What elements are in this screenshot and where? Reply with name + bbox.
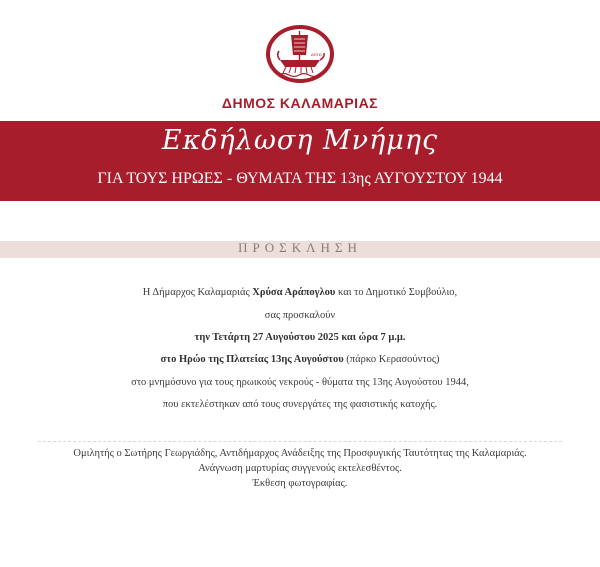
invite-line-1-pre: Η Δήμαρχος Καλαμαριάς (142, 287, 253, 298)
invite-line-1 (0, 287, 600, 298)
invite-line-6: που εκτελέστηκαν από τους συνεργάτες της φασιστικής κατοχής. (162, 399, 438, 410)
org-name: ΔΗΜΟΣ ΚΑΛΑΜΑΡΙΑΣ (221, 95, 379, 111)
invite-line-2: σας προσκαλούν (264, 310, 336, 321)
invite-line-4 (0, 354, 600, 365)
event-subtitle: ΓΙΑ ΤΟΥΣ ΗΡΩΕΣ - ΘΥΜΑΤΑ ΤΗΣ 13ης ΑΥΓΟΥΣΤΟΥ 1944 (97, 170, 503, 187)
event-place: στο Ηρώο της Πλατείας 13ης Αυγούστου (160, 354, 344, 365)
event-date: την Τετάρτη 27 Αυγούστου 2025 και ώρα 7 μ.μ. (194, 332, 406, 343)
invite-line-5: στο μνημόσυνο για τους ηρωικούς νεκρούς - θύματα της 13ης Αυγούστου 1944, (131, 377, 469, 388)
invite-line-3 (0, 332, 600, 343)
program-line-2: Ανάγνωση μαρτυρίας συγγενούς εκτελεσθέντος. (198, 463, 402, 474)
ship-emblem-icon (264, 23, 336, 90)
event-title: Εκδήλωση Μνήμης (161, 125, 439, 156)
divider (38, 441, 562, 442)
program-line-3: Έκθεση φωτογραφίας. (252, 478, 348, 489)
invitation-label: ΠΡΟΣΚΛΗΣΗ (238, 240, 362, 255)
program-line-1: Ομιλητής ο Σωτήρης Γεωργιάδης, Αντιδήμαρχος Ανάδειξης της Προσφυγικής Ταυτότητας της Καλαμαριάς. (73, 448, 527, 459)
svg-text:ΔΗΤΩ: ΔΗΤΩ (311, 52, 322, 57)
mayor-name: Χρύσα Αράπογλου (252, 287, 336, 298)
header (0, 0, 600, 120)
event-place-note: (πάρκο Κερασούντος) (343, 354, 440, 365)
invite-line-1-post: και το Δημοτικό Συμβούλιο, (335, 287, 458, 298)
